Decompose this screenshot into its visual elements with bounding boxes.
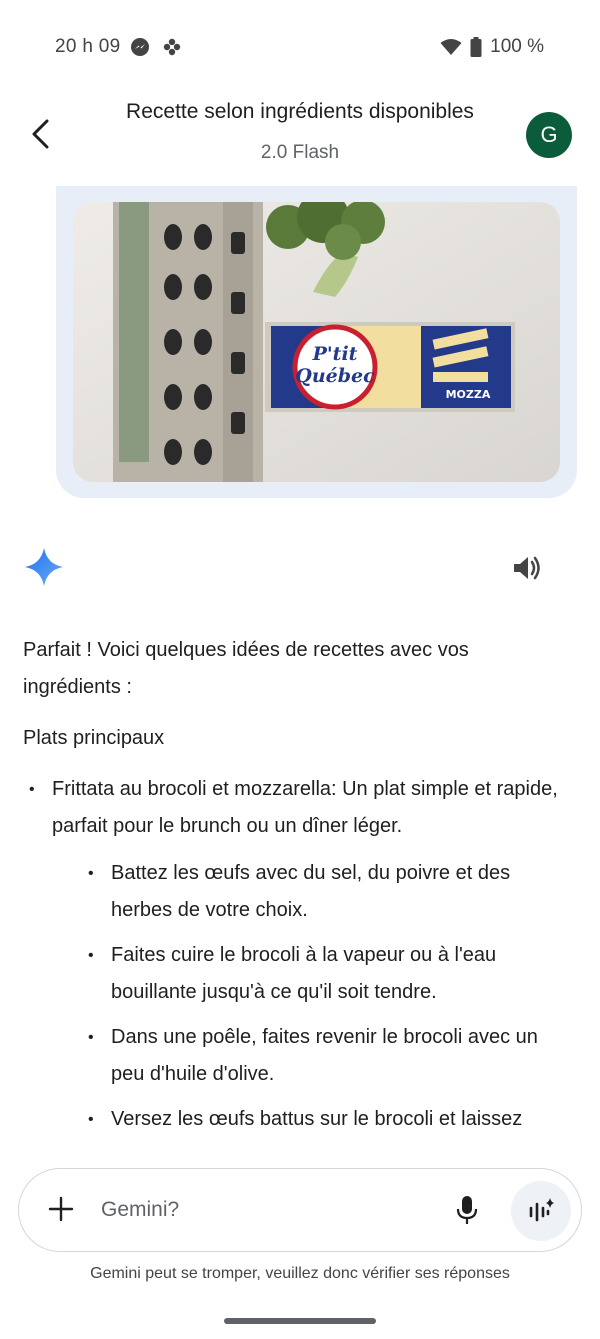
status-time: 20 h 09 [55, 36, 121, 57]
pinwheel-icon [162, 37, 182, 57]
wifi-icon [440, 38, 462, 56]
home-indicator[interactable] [224, 1318, 376, 1324]
gemini-response [23, 632, 563, 1146]
notification-icons [130, 37, 182, 57]
uploaded-photo[interactable] [73, 202, 560, 482]
model-label[interactable]: 2.0 Flash [260, 142, 340, 163]
user-image-message [56, 186, 577, 498]
response-intro: Parfait ! Voici quelques idées de recettes avec vos ingrédients : [23, 639, 469, 698]
speaker-icon [510, 551, 544, 585]
prompt-bar [18, 1168, 582, 1252]
svg-text:P'tit: P'tit [312, 343, 358, 365]
list-item: • Dans une poêle, faites revenir le brocoli avec un peu d'huile d'olive. [82, 1019, 563, 1093]
read-aloud-button[interactable] [510, 551, 544, 585]
battery-icon [470, 37, 482, 57]
prompt-input[interactable] [101, 1191, 421, 1229]
status-bar [0, 0, 600, 96]
messenger-icon [130, 37, 150, 57]
ingredients-photo [73, 202, 560, 482]
account-avatar[interactable]: G [526, 112, 572, 158]
recipe-steps [82, 855, 563, 1138]
disclaimer-text: Gemini peut se tromper, veuillez donc vérifier ses réponses [90, 1265, 510, 1282]
conversation-title[interactable]: Recette selon ingrédients disponibles [126, 100, 474, 123]
section-title: Plats principaux [23, 727, 165, 749]
cheese-package [265, 322, 515, 412]
recipe-list [23, 771, 563, 1138]
gemini-sparkle-icon [24, 547, 64, 587]
voice-input-button[interactable] [449, 1191, 485, 1229]
list-item: • Battez les œufs avec du sel, du poivre et des herbes de votre choix. [82, 855, 563, 929]
add-attachment-button[interactable] [43, 1191, 79, 1227]
list-item: • Versez les œufs battus sur le brocoli et laissez [82, 1101, 563, 1138]
svg-text:MOZZA: MOZZA [445, 388, 491, 401]
list-item: • Faites cuire le brocoli à la vapeur ou à l'eau bouillante jusqu'à ce qu'il soit tendre. [82, 937, 563, 1011]
svg-text:Québec: Québec [295, 365, 375, 387]
list-item [23, 771, 563, 1138]
gemini-live-button[interactable] [511, 1181, 571, 1241]
battery-level: 100 % [490, 36, 544, 57]
conversation-header [0, 96, 600, 186]
live-waveform-icon [526, 1196, 556, 1226]
egg-carton [113, 202, 263, 482]
system-icons [440, 36, 544, 58]
microphone-icon [455, 1194, 479, 1226]
recipe-description: Frittata au brocoli et mozzarella: Un plat simple et rapide, parfait pour le brunch ou un dîner léger. [52, 778, 558, 837]
plus-icon [47, 1195, 75, 1223]
